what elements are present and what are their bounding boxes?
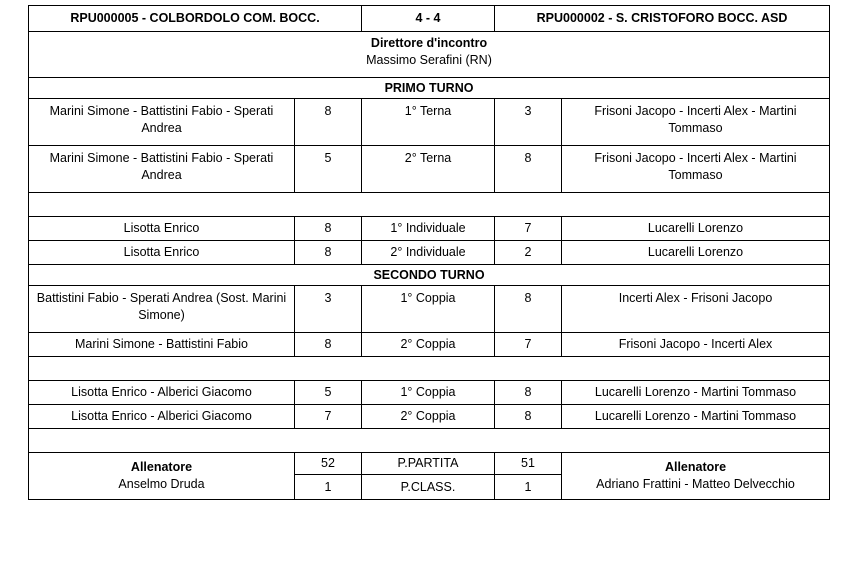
game-type: 2° Terna — [362, 146, 495, 193]
spacer-row — [29, 429, 830, 453]
home-score: 8 — [295, 99, 362, 146]
home-players: Battistini Fabio - Sperati Andrea (Sost. Marini Simone) — [29, 286, 295, 333]
home-coach-name: Anselmo Druda — [118, 477, 205, 491]
section-row-first-round — [29, 78, 830, 99]
table-row — [29, 241, 830, 265]
away-players: Lucarelli Lorenzo — [562, 241, 830, 265]
section-title-first-round: PRIMO TURNO — [29, 78, 830, 99]
home-partita-points: 52 — [295, 453, 362, 475]
away-players: Frisoni Jacopo - Incerti Alex — [562, 333, 830, 357]
director-cell — [29, 32, 830, 78]
away-partita-points: 51 — [495, 453, 562, 475]
home-coach-label: Allenatore — [130, 460, 193, 474]
game-type: 1° Coppia — [362, 286, 495, 333]
home-players: Lisotta Enrico - Alberici Giacomo — [29, 381, 295, 405]
away-coach-label: Allenatore — [664, 460, 727, 474]
table-row — [29, 146, 830, 193]
class-label: P.CLASS. — [362, 475, 495, 500]
away-class-points: 1 — [495, 475, 562, 500]
match-score: 4 - 4 — [362, 6, 495, 32]
home-class-points: 1 — [295, 475, 362, 500]
director-label: Direttore d'incontro — [370, 36, 488, 50]
away-score: 8 — [495, 405, 562, 429]
home-score: 8 — [295, 333, 362, 357]
table-row — [29, 405, 830, 429]
home-score: 3 — [295, 286, 362, 333]
director-row — [29, 32, 830, 78]
game-type: 1° Coppia — [362, 381, 495, 405]
home-team-name: RPU000005 - COLBORDOLO COM. BOCC. — [29, 6, 362, 32]
table-row — [29, 333, 830, 357]
home-score: 5 — [295, 381, 362, 405]
table-row — [29, 381, 830, 405]
partita-label: P.PARTITA — [362, 453, 495, 475]
game-type: 2° Individuale — [362, 241, 495, 265]
home-score: 8 — [295, 217, 362, 241]
away-score: 7 — [495, 333, 562, 357]
game-type: 2° Coppia — [362, 333, 495, 357]
table-row — [29, 286, 830, 333]
game-type: 1° Individuale — [362, 217, 495, 241]
home-players: Marini Simone - Battistini Fabio - Sperati Andrea — [29, 146, 295, 193]
spacer-cell — [29, 429, 830, 453]
footer-row-partita — [29, 453, 830, 475]
away-score: 7 — [495, 217, 562, 241]
spacer-cell — [29, 357, 830, 381]
home-score: 8 — [295, 241, 362, 265]
away-players: Lucarelli Lorenzo - Martini Tommaso — [562, 405, 830, 429]
home-coach-cell — [29, 453, 295, 500]
spacer-row — [29, 193, 830, 217]
director-name: Massimo Serafini (RN) — [366, 53, 492, 67]
away-players: Frisoni Jacopo - Incerti Alex - Martini Tommaso — [562, 146, 830, 193]
away-score: 8 — [495, 146, 562, 193]
section-title-second-round: SECONDO TURNO — [29, 265, 830, 286]
section-row-second-round — [29, 265, 830, 286]
home-players: Marini Simone - Battistini Fabio — [29, 333, 295, 357]
home-players: Marini Simone - Battistini Fabio - Sperati Andrea — [29, 99, 295, 146]
away-players: Frisoni Jacopo - Incerti Alex - Martini Tommaso — [562, 99, 830, 146]
match-report-table — [28, 5, 830, 500]
home-players: Lisotta Enrico - Alberici Giacomo — [29, 405, 295, 429]
game-type: 1° Terna — [362, 99, 495, 146]
away-players: Lucarelli Lorenzo — [562, 217, 830, 241]
header-row — [29, 6, 830, 32]
away-coach-cell — [562, 453, 830, 500]
away-score: 2 — [495, 241, 562, 265]
home-score: 7 — [295, 405, 362, 429]
table-row — [29, 217, 830, 241]
game-type: 2° Coppia — [362, 405, 495, 429]
away-team-name: RPU000002 - S. CRISTOFORO BOCC. ASD — [495, 6, 830, 32]
table-row — [29, 99, 830, 146]
away-players: Incerti Alex - Frisoni Jacopo — [562, 286, 830, 333]
home-score: 5 — [295, 146, 362, 193]
spacer-cell — [29, 193, 830, 217]
spacer-row — [29, 357, 830, 381]
away-coach-name: Adriano Frattini - Matteo Delvecchio — [596, 477, 795, 491]
away-score: 3 — [495, 99, 562, 146]
away-players: Lucarelli Lorenzo - Martini Tommaso — [562, 381, 830, 405]
home-players: Lisotta Enrico — [29, 217, 295, 241]
home-players: Lisotta Enrico — [29, 241, 295, 265]
away-score: 8 — [495, 286, 562, 333]
away-score: 8 — [495, 381, 562, 405]
